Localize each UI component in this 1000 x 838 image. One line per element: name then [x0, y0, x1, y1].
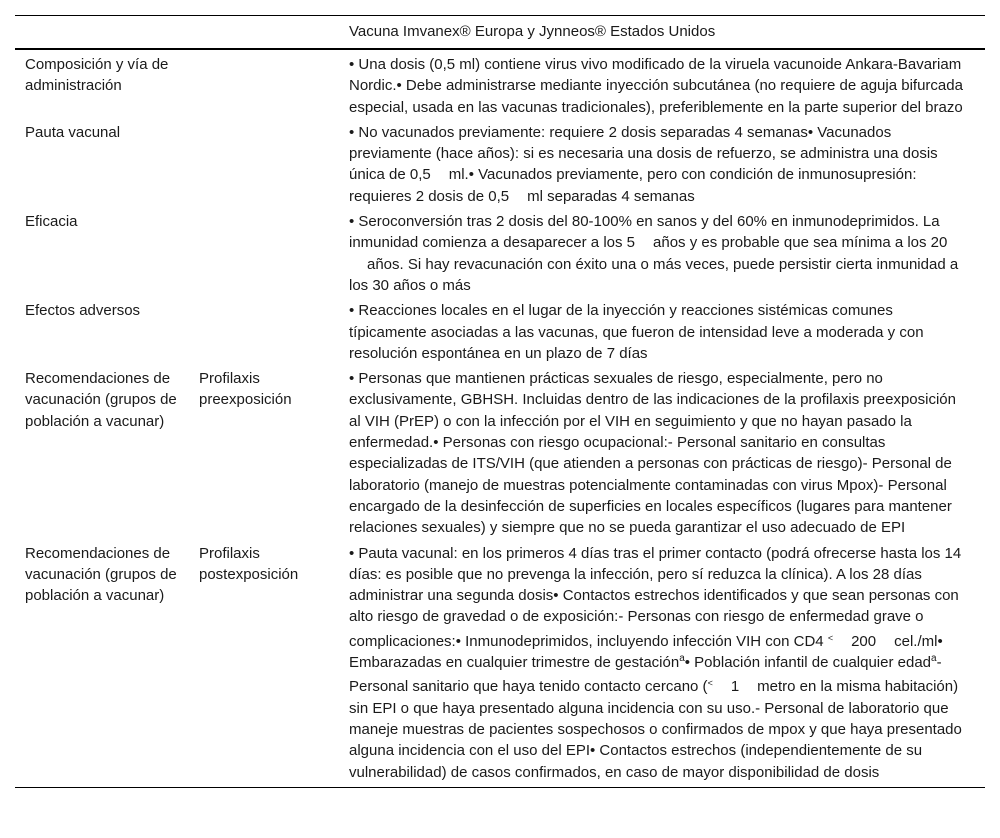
content-text: • No vacunados previamente: requiere 2 dosis separadas 4 semanas• Vacunados previamente (hace años): si es necesaria una dosis de refuerzo, se administra una dosis única de 0,5 — [349, 123, 938, 184]
content-text: ml separadas 4 semanas — [527, 187, 695, 205]
content-text: • Pauta vacunal: en los primeros 4 días tras el primer contacto (podrá ofrecerse hasta los 14 días: es posible que no prevenga la infección, pero sí reduzca la clínica). A los 28 días administrar una segunda dosis• Contactos estrechos identificados y que sean personas con alto riesgo de gravedad o de exposición:- Personas con riesgo de enfermedad grave o complicaciones:• Inmunodeprimidos, incluyendo infección VIH con CD4 — [349, 544, 962, 650]
row-subcategory — [189, 209, 339, 298]
row-category: Efectos adversos — [25, 302, 141, 320]
row-content: • Reacciones locales en el lugar de la inyección y reacciones sistémicas comunes típicamente asociadas a las vacunas, que fueron de intensidad leve a moderada y con resolución espontánea en un plazo de 7 días — [349, 302, 924, 362]
vaccine-table — [15, 15, 985, 788]
vaccine-table-container — [15, 15, 985, 788]
content-text: • Población infantil de cualquier edad — [684, 654, 932, 672]
table-header-row — [15, 16, 985, 50]
header-col1 — [15, 16, 189, 50]
row-subcategory: Profilaxis postexposición — [199, 544, 299, 583]
row-category: Pauta vacunal — [25, 123, 121, 141]
table-row-composition — [15, 49, 985, 120]
content-text: ml.• Vacunados previamente, pero con condición de inmunosupresión: requieres 2 dosis de 0,5 — [349, 166, 917, 205]
content-text: cel./ml• Embarazadas en cualquier trimestre de gestación — [349, 632, 943, 672]
footnote-marker: a — [931, 653, 937, 665]
footnote-marker: a — [679, 653, 685, 665]
header-vaccine-name: Vacuna Imvanex® Europa y Jynneos® Estados Unidos — [349, 23, 716, 40]
row-content: • Personas que mantienen prácticas sexuales de riesgo, especialmente, pero no exclusivamente, GBHSH. Incluidas dentro de las indicaciones de la profilaxis preexposición al VIH (PrEP) o con la infección por el VIH en seguimiento y que no hayan pasado la enfermedad.• Personas con riesgo ocupacional:- Personal sanitario en consultas especializadas de ITS/VIH (que atienden a personas con prácticas de riesgo)- Personal de laboratorio (manejo de muestras potencialmente contaminadas con virus Mpox)- Personal encargado de la desinfección de superficies en locales específicos (lugares para mantener relaciones sexuales) y siempre que no se pueda garantizar el uso adecuado de EPI — [349, 370, 956, 537]
table-row-adverse-effects — [15, 298, 985, 366]
row-subcategory — [189, 120, 339, 209]
less-than-symbol: < — [707, 678, 713, 689]
row-content — [339, 541, 985, 788]
table-row-efficacy — [15, 209, 985, 298]
table-row-preexposure — [15, 366, 985, 540]
table-row-postexposure — [15, 541, 985, 788]
content-text: - Personal sanitario que haya tenido contacto cercano ( — [349, 654, 942, 696]
content-text: 1 — [730, 678, 740, 696]
less-than-symbol: < — [827, 632, 834, 643]
content-text: años. Si hay revacunación con éxito una o más veces, puede persistir cierta inmunidad a los 30 años o más — [349, 255, 959, 294]
row-category: Composición y vía de administración — [25, 56, 169, 95]
row-subcategory: Profilaxis preexposición — [199, 370, 292, 409]
row-category: Recomendaciones de vacunación (grupos de población a vacunar) — [25, 370, 177, 430]
row-subcategory — [189, 49, 339, 120]
row-subcategory — [189, 298, 339, 366]
content-text: años y es probable que sea mínima a los 20 — [653, 234, 948, 252]
content-text: 200 — [851, 632, 877, 650]
table-row-schedule — [15, 120, 985, 209]
row-content — [339, 120, 985, 209]
row-content — [339, 209, 985, 298]
content-text: • Seroconversión tras 2 dosis del 80-100% en sanos y del 60% en inmunodeprimidos. La inmunidad comienza a desaparecer a los 5 — [349, 213, 940, 252]
header-col2 — [189, 16, 339, 50]
row-category: Recomendaciones de vacunación (grupos de población a vacunar) — [25, 544, 177, 605]
row-category: Eficacia — [25, 213, 78, 231]
content-text: metro en la misma habitación) sin EPI o que haya presentado alguna incidencia con su uso.- Personal de laboratorio que maneje muestras de pacientes sospechosos o confirmados de mpox y que haya presentado alguna incidencia con el uso del EPI• Contactos estrechos (independientemente de su vulnerabilidad) de casos confirmados, en caso de mayor disponibilidad de dosis — [349, 678, 962, 781]
row-content: • Una dosis (0,5 ml) contiene virus vivo modificado de la viruela vacunoide Ankara-Bavariam Nordic.• Debe administrarse mediante inyección subcutánea (no requiere de aguja bifurcada especial, usada en las vacunas tradicionales), preferiblemente en la parte superior del brazo — [349, 56, 963, 116]
